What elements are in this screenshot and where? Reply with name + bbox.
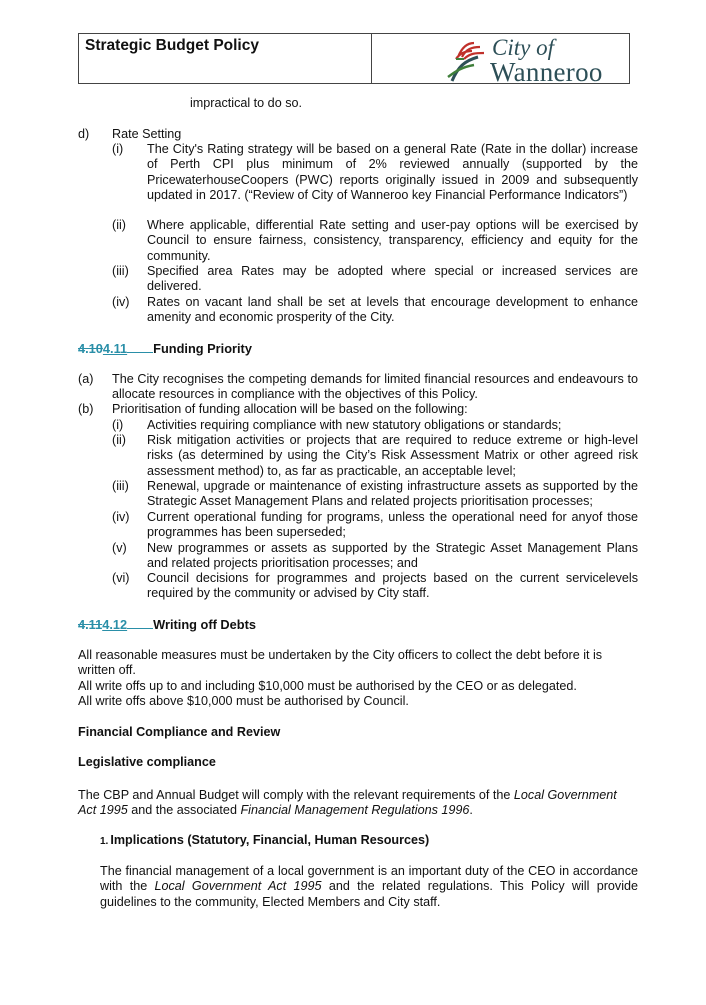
rate-item-text: Specified area Rates may be adopted where special or increased services are delivered. [147, 264, 638, 294]
intro-tail-text: impractical to do so. [190, 96, 302, 110]
regulations-title: Financial Management Regulations 1996 [240, 803, 470, 818]
document-header [78, 33, 630, 87]
writing-off-paragraph: All reasonable measures must be undertaken by the City officers to collect the debt before it is written off. [78, 648, 603, 678]
funding-item-text: Current operational funding for programs, unless the operational need for anyof those programmes has been superseded; [147, 510, 638, 540]
logo-city-of: City of [492, 35, 554, 60]
compliance-heading: Financial Compliance and Review [78, 725, 281, 739]
rate-item-num: (iii) [112, 264, 129, 278]
text-run: The financial management of a local government is an important duty of the CEO in accordance with the [100, 864, 638, 894]
writing-off-heading [78, 617, 256, 632]
funding-item-num: (iv) [112, 510, 130, 524]
document-title: Strategic Budget Policy [85, 37, 259, 54]
rate-setting-heading: Rate Setting [112, 127, 182, 141]
rate-item-num: (iv) [112, 295, 130, 309]
heading-title: Implications (Statutory, Financial, Human Resources) [110, 833, 430, 847]
inserted-section-number: 4.11 [102, 341, 128, 356]
writing-off-paragraph: All write offs above $10,000 must be authorised by Council. [78, 694, 409, 708]
act-title: Local Government Act 1995 [154, 879, 322, 894]
rate-item-text: Rates on vacant land shall be set at levels that encourage development to enhance amenity and economic prosperity of the City. [147, 295, 638, 325]
header-divider [371, 34, 372, 83]
funding-item-text: Renewal, upgrade or maintenance of existing infrastructure assets as supported by the Strategic Asset Management Plans and related projects prioritisation processes; [147, 479, 638, 509]
funding-a-label: (a) [78, 372, 94, 386]
legislative-compliance-heading: Legislative compliance [78, 755, 216, 769]
deleted-section-number: 4.11 [78, 617, 103, 632]
text-run: and the related regulations. This Policy will provide guidelines to the community, Elected Members and City staff. [100, 879, 638, 909]
funding-item-text: Council decisions for programmes and projects based on the current servicelevels required by the community or advised by City staff. [147, 571, 638, 601]
text-run: and the associated [127, 803, 241, 818]
act-title: Local Government Act 1995 [78, 788, 617, 818]
rate-setting-label: d) [78, 127, 90, 141]
funding-item-num: (ii) [112, 433, 126, 447]
funding-item-text: New programmes or assets as supported by the Strategic Asset Management Plans and related projects prioritisation processes; and [147, 541, 638, 571]
rate-item-num: (i) [112, 142, 124, 156]
funding-item-text: Activities requiring compliance with new statutory obligations or standards; [147, 418, 562, 432]
inserted-section-number: 4.12 [102, 617, 128, 632]
heading-number: 1. [100, 836, 109, 847]
funding-b-text: Prioritisation of funding allocation will be based on the following: [112, 402, 468, 416]
deleted-section-number: 4.10 [78, 341, 103, 356]
funding-item-num: (iii) [112, 479, 129, 493]
funding-item-text: Risk mitigation activities or projects that are required to reduce extreme or high-level risks (as determined by using the City’s Risk Assessment Matrix or other agreed risk assessment method) to, as far as practicable, an acceptable level; [147, 433, 638, 478]
inserted-tab [127, 341, 153, 353]
rate-item-num: (ii) [112, 218, 126, 232]
funding-item-num: (i) [112, 418, 124, 432]
rate-item-text: The City's Rating strategy will be based on a general Rate (Rate in the dollar) increase of Perth CPI plus minimum of 2% reviewed annually (supported by the PricewaterhouseCoopers (PWC) reports originally issued in 2009 and subsequently updated in 2017. (“Review of City of Wanneroo key Financial Performance Indicators”) [147, 142, 638, 202]
funding-priority-heading [78, 341, 252, 356]
kangaroo-paw-icon [444, 37, 492, 83]
inserted-tab [127, 617, 153, 629]
implications-paragraph [100, 864, 638, 910]
text-run: The CBP and Annual Budget will comply with the relevant requirements of the [78, 788, 514, 802]
funding-b-label: (b) [78, 402, 94, 416]
rate-item-text: Where applicable, differential Rate setting and user-pay options will be exercised by Council to ensure fairness, consistency, transparency, efficiency and equity for the community. [147, 218, 638, 263]
compliance-paragraph [78, 788, 623, 819]
logo-wanneroo: Wanneroo [490, 57, 603, 87]
funding-item-num: (vi) [112, 571, 130, 585]
text-run: . [469, 803, 473, 818]
implications-heading [100, 833, 429, 849]
section-title: Writing off Debts [153, 617, 256, 632]
section-title: Funding Priority [153, 341, 252, 356]
writing-off-paragraph: All write offs up to and including $10,000 must be authorised by the CEO or as delegated. [78, 679, 577, 693]
funding-item-num: (v) [112, 541, 127, 555]
city-logo [444, 35, 630, 87]
funding-a-text: The City recognises the competing demands for limited financial resources and endeavours to allocate resources in compliance with the objectives of this Policy. [112, 372, 638, 402]
